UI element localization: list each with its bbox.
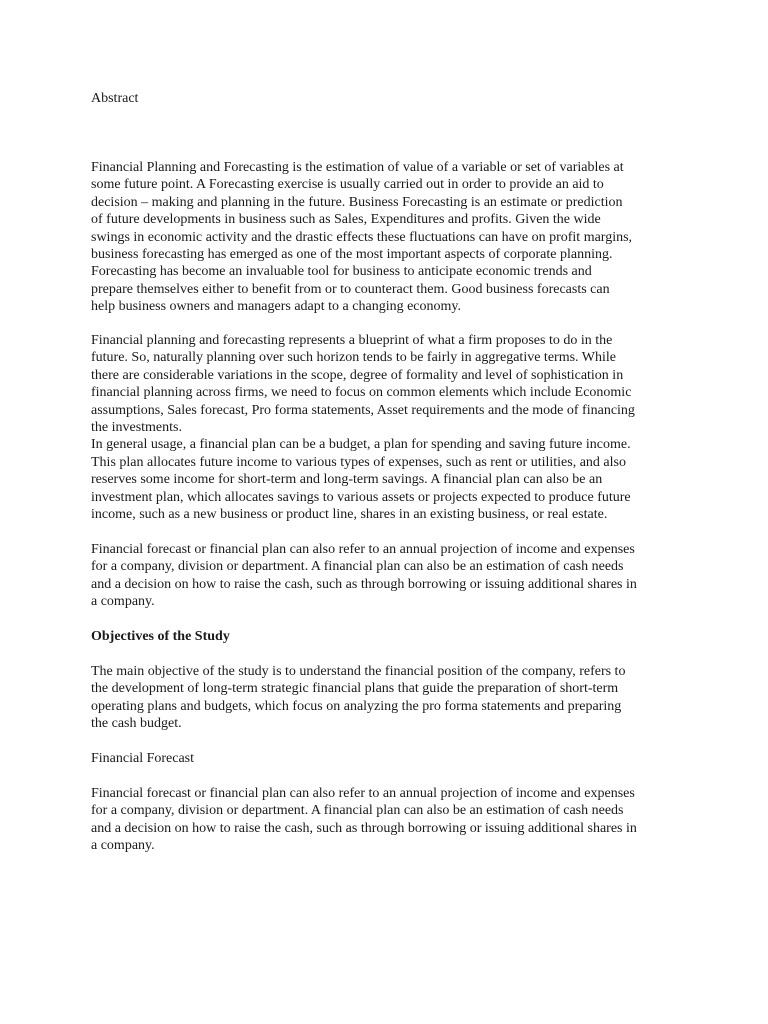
text-line: prepare themselves either to benefit from or to counteract them. Good business forecasts can — [91, 281, 610, 297]
text-line: future. So, naturally planning over such horizon tends to be fairly in aggregative terms. While — [91, 350, 616, 366]
text-line: Financial planning and forecasting represents a blueprint of what a firm proposes to do in the — [91, 333, 613, 348]
text-line: decision – making and planning in the future. Business Forecasting is an estimate or prediction — [91, 194, 623, 210]
paragraph-2 — [91, 332, 691, 523]
text-line: Financial Planning and Forecasting is the estimation of value of a variable or set of variables at — [91, 160, 624, 175]
text-line: This plan allocates future income to various types of expenses, such as rent or utilities, and also — [91, 454, 626, 470]
text-line: operating plans and budgets, which focus on analyzing the pro forma statements and preparing — [91, 698, 622, 714]
text-line: for a company, division or department. A financial plan can also be an estimation of cash needs — [91, 803, 624, 819]
text-line: help business owners and managers adapt to a changing economy. — [91, 299, 461, 315]
paragraph-5 — [91, 785, 691, 855]
text-line: The main objective of the study is to understand the financial position of the company, refers to — [91, 664, 626, 679]
abstract-heading: Abstract — [91, 91, 139, 106]
text-line: the investments. — [91, 419, 182, 435]
paragraph-4 — [91, 663, 691, 733]
text-line: investment plan, which allocates savings to various assets or projects expected to produce future — [91, 489, 631, 505]
text-line: Financial forecast or financial plan can also refer to an annual projection of income and expenses — [91, 786, 635, 801]
text-line: and a decision on how to raise the cash, such as through borrowing or issuing additional shares in — [91, 820, 637, 836]
text-line: Forecasting has become an invaluable tool for business to anticipate economic trends and — [91, 264, 592, 280]
text-line: Financial forecast or financial plan can also refer to an annual projection of income and expenses — [91, 542, 635, 557]
text-line: business forecasting has emerged as one of the most important aspects of corporate planning. — [91, 246, 613, 262]
text-line: the cash budget. — [91, 716, 182, 732]
text-line: of future developments in business such as Sales, Expenditures and profits. Given the wide — [91, 212, 601, 228]
paragraph-1 — [91, 159, 691, 316]
text-line: assumptions, Sales forecast, Pro forma statements, Asset requirements and the mode of financing — [91, 402, 635, 418]
text-line: for a company, division or department. A financial plan can also be an estimation of cash needs — [91, 559, 624, 575]
text-line: income, such as a new business or product line, shares in an existing business, or real estate. — [91, 506, 608, 522]
text-line: financial planning across firms, we need to focus on common elements which include Economic — [91, 385, 632, 401]
financial-forecast-heading: Financial Forecast — [91, 751, 195, 766]
text-line: In general usage, a financial plan can be a budget, a plan for spending and saving future income. — [91, 437, 631, 453]
paragraph-3 — [91, 541, 691, 611]
text-line: some future point. A Forecasting exercise is usually carried out in order to provide an aid to — [91, 177, 604, 193]
text-line: a company. — [91, 594, 155, 610]
text-line: there are considerable variations in the scope, degree of formality and level of sophistication in — [91, 367, 624, 383]
text-line: the development of long-term strategic financial plans that guide the preparation of short-term — [91, 681, 619, 697]
text-line: swings in economic activity and the drastic effects these fluctuations can have on profit margins, — [91, 229, 633, 245]
text-line: and a decision on how to raise the cash, such as through borrowing or issuing additional shares in — [91, 576, 637, 592]
text-line: reserves some income for short-term and long-term savings. A financial plan can also be an — [91, 472, 603, 488]
text-line: a company. — [91, 838, 155, 854]
objectives-heading: Objectives of the Study — [91, 629, 230, 644]
